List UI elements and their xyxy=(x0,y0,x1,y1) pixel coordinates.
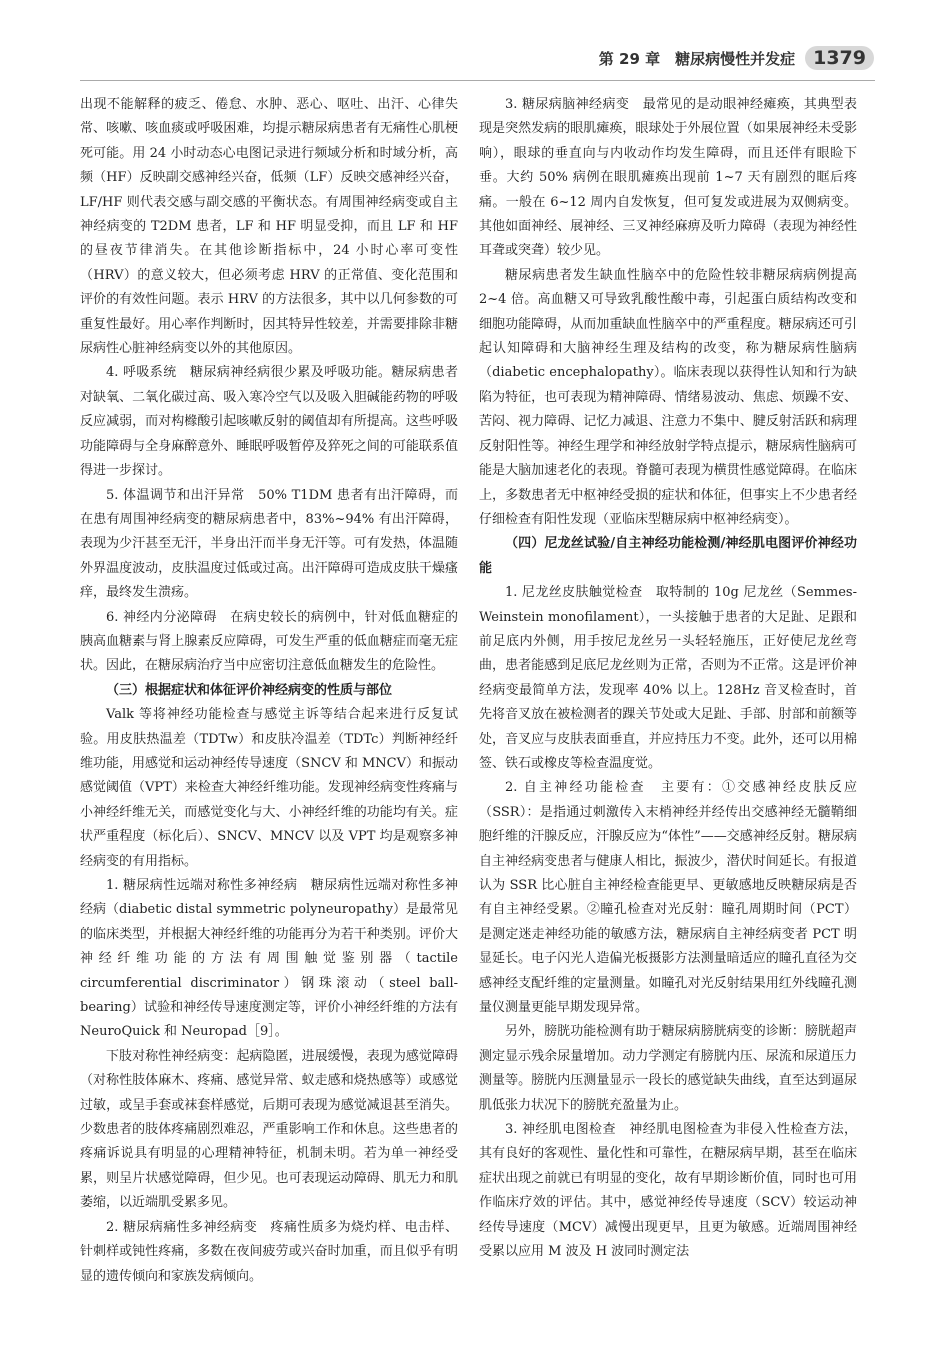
left-paragraph: 5. 体温调节和出汗异常 50% T1DM 患者有出汗障碍，而在患有周围神经病变的糖尿病患者中，83%~94% 有出汗障碍，表现为少汗甚至无汗，半身出汗而半身无汗等。可有发热，体温随外界温度波动，皮肤温度过低或过高。出汗障碍可造成皮肤干燥瘙痒，最终发生溃疡。 xyxy=(80,487,458,601)
left-paragraph: 下肢对称性神经病变：起病隐匿，进展缓慢，表现为感觉障碍（对称性肢体麻木、疼痛、感觉异常、蚁走感和烧热感等）或感觉过敏，或呈手套或袜套样感觉，后期可表现为感觉减退甚至消失。少数患者的肢体疼痛剧烈难忍，严重影响工作和休息。这些患者的疼痛诉说具有明显的心理精神特征，机制未明。若为单一神经受累，则呈片状感觉障碍，但少见。也可表现运动障碍、肌无力和肌萎缩，以近端肌受累多见。 xyxy=(80,1048,458,1211)
right-section-heading: （四）尼龙丝试验/自主神经功能检测/神经肌电图评价神经功能 xyxy=(479,536,857,576)
left-paragraph: 4. 呼吸系统 糖尿病神经病很少累及呼吸功能。糖尿病患者对缺氧、二氧化碳过高、吸入寒冷空气以及吸入胆碱能药物的呼吸反应减弱，而对构橼酸引起咳嗽反射的阈值却有所提高。这些呼吸功能障碍与全身麻醉意外、睡眠呼吸暂停及猝死之间的可能联系值得进一步探讨。 xyxy=(80,365,458,479)
running-header xyxy=(599,46,874,70)
left-paragraph: 1. 糖尿病性远端对称性多神经病 糖尿病性远端对称性多神经病（diabetic distal symmetric polyneuropathy）是最常见的临床类型，并根据大神经纤维的功能再分为若干种类别。评价大神经纤维功能的方法有周围触觉鉴别器（tactile circumferential discriminator）钢珠滚动（steel ball-bearing）试验和神经传导速度测定等，评价小神经纤维的方法有 NeuroQuick 和 Neuropad［9］。 xyxy=(80,878,458,1040)
right-paragraph: 3. 糖尿病脑神经病变 最常见的是动眼神经瘫痪，其典型表现是突然发病的眼肌瘫痪，眼球处于外展位置（如果展神经未受影响），眼球的垂直向与内收动作均发生障碍，而且还伴有眼睑下垂。大约 50% 病例在眼肌瘫痪出现前 1~7 天有剧烈的眶后疼痛。一般在 6~12 周内自发恢复，但可复发或进展为双侧病变。其他如面神经、展神经、三叉神经麻痹及听力障碍（表现为神经性耳聋或突聋）较少见。 xyxy=(479,97,857,259)
right-paragraph: 糖尿病患者发生缺血性脑卒中的危险性较非糖尿病病例提高 2~4 倍。高血糖又可导致乳酸性酸中毒，引起蛋白质结构改变和细胞功能障碍，从而加重缺血性脑卒中的严重程度。糖尿病还可引起认知障碍和大脑神经生理及结构的改变，称为糖尿病性脑病（diabetic encephalopathy）。临床表现以获得性认知和行为缺陷为特征，也可表现为精神障碍、情绪易波动、焦虑、烦躁不安、苦闷、视力障碍、记忆力减退、注意力不集中、腱反射活跃和病理反射阳性等。神经生理学和神经放射学特点提示，糖尿病性脑病可能是大脑加速老化的表现。脊髓可表现为横贯性感觉障碍。在临床上，多数患者无中枢神经受损的症状和体征，但事实上不少患者经仔细检查有阳性发现（亚临床型糖尿病中枢神经病变）。 xyxy=(479,267,857,527)
left-paragraph: 2. 糖尿病痛性多神经病变 疼痛性质多为烧灼样、电击样、针刺样或钝性疼痛，多数在夜间疲劳或兴奋时加重，而且似乎有明显的遗传倾向和家族发病倾向。 xyxy=(80,1219,458,1284)
chapter-title: 第 29 章 糖尿病慢性并发症 xyxy=(598,49,796,68)
left-section-heading: （三）根据症状和体征评价神经病变的性质与部位 xyxy=(106,682,393,698)
right-paragraph: 2. 自主神经功能检查 主要有：①交感神经皮肤反应（SSR）：是指通过刺激传入末梢神经并经传出交感神经无髓鞘细胞纤维的汗腺反应，汗腺反应为“体性”——交感神经反射。糖尿病自主神经病变患者与健康人相比，振波少，潜伏时间延长。有报道认为 SSR 比心脏自主神经检查能更早、更敏感地反映糖尿病是否有自主神经受累。②瞳孔检查对光反射：瞳孔周期时间（PCT）是测定迷走神经功能的敏感方法，糖尿病自主神经病变者 PCT 明显延长。电子闪光人造偏光板摄影方法测量暗适应的瞳孔直径为交感神经支配纤维的定量测量。如瞳孔对光反射结果用红外线瞳孔测量仪测量更能早期发现异常。 xyxy=(479,780,857,1016)
left-paragraph: 6. 神经内分泌障碍 在病史较长的病例中，针对低血糖症的胰高血糖素与肾上腺素反应障碍，可发生严重的低血糖症而毫无症状。因此，在糖尿病治疗当中应密切注意低血糖发生的危险性。 xyxy=(80,609,458,674)
left-paragraph: Valk 等将神经功能检查与感觉主诉等结合起来进行反复试验。用皮肤热温差（TDTw）和皮肤冷温差（TDTc）判断神经纤维功能，用感觉和运动神经传导速度（SNCV 和 MNCV）和振动感觉阈值（VPT）来检查大神经纤维功能。发现神经病变性疼痛与小神经纤维无关，而感觉变化与大、小神经纤维的功能均有关。症状严重程度（标化后）、SNCV、MNCV 以及 VPT 均是观察多神经病变的有用指标。 xyxy=(80,707,458,869)
left-paragraph: 出现不能解释的疲乏、倦怠、水肿、恶心、呕吐、出汗、心律失常、咳嗽、咳血痰或呼吸困难，均提示糖尿病患者有无痛性心肌梗死可能。用 24 小时动态心电图记录进行频域分析和时域分析，高频（HF）反映副交感神经兴奋，低频（LF）反映交感神经兴奋，LF/HF 则代表交感与副交感的平衡状态。有周围神经病变或自主神经病变的 T2DM 患者，LF 和 HF 明显受抑，而且 LF 和 HF 的昼夜节律消失。在其他诊断指标中，24 小时心率可变性（HRV）的意义较大，但必须考虑 HRV 的正常值、变化范围和评价的有效性问题。表示 HRV 的方法很多，其中以几何参数的可重复性最好。用心率作判断时，因其特异性较差，并需要排除非糖尿病性心脏神经病变以外的其他原因。 xyxy=(80,97,458,357)
right-paragraph: 1. 尼龙丝皮肤触觉检查 取特制的 10g 尼龙丝（Semmes-Weinstein monofilament），一头接触于患者的大足趾、足跟和前足底内外侧，用手按尼龙丝另一头轻轻施压，正好使尼龙丝弯曲，患者能感到足底尼龙丝则为正常，否则为不正常。这是评价神经病变最简单方法，发现率 40% 以上。128Hz 音叉检查时，首先将音叉放在被检测者的踝关节处或大足趾、手部、肘部和前额等处，音叉应与皮肤表面垂直，并应持压力不变。此外，还可以用棉签、铁石或橡皮等检查温度觉。 xyxy=(479,585,857,771)
header-rule xyxy=(80,80,875,81)
right-column xyxy=(479,93,857,1265)
page-number: 1379 xyxy=(805,46,874,70)
right-paragraph: 另外，膀胱功能检测有助于糖尿病膀胱病变的诊断：膀胱超声测定显示残余尿量增加。动力学测定有膀胱内压、尿流和尿道压力测量等。膀胱内压测量显示一段长的感觉缺失曲线，直至达到逼尿肌低张力状况下的膀胱充盈量为止。 xyxy=(479,1024,857,1113)
right-paragraph: 3. 神经肌电图检查 神经肌电图检查为非侵入性检查方法，其有良好的客观性、量化性和可靠性，在糖尿病早期，甚至在临床症状出现之前就已有明显的变化，故有早期诊断价值，同时也可用作临床疗效的评估。其中，感觉神经传导速度（SCV）较运动神经传导速度（MCV）减慢出现更早，且更为敏感。近端周围神经受累以应用 M 波及 H 波同时测定法 xyxy=(479,1122,857,1260)
left-column xyxy=(80,93,458,1289)
